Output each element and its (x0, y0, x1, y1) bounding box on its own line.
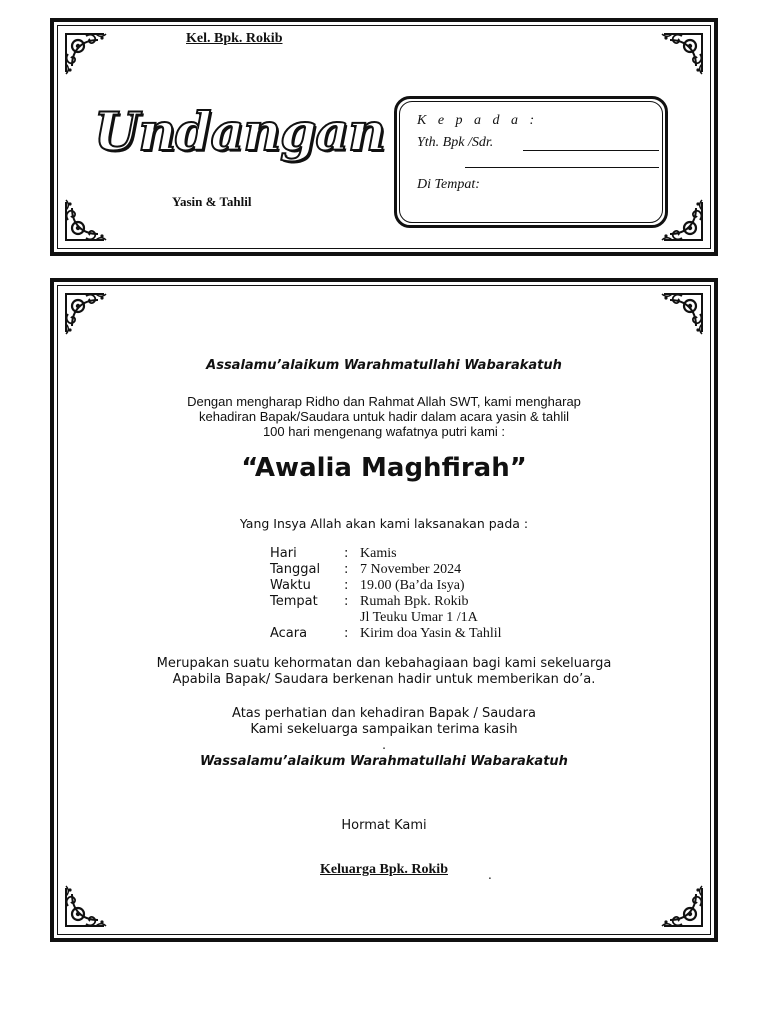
ornament-corner-icon (660, 30, 706, 76)
thanks-line: Kami sekeluarga sampaikan terima kasih (250, 722, 518, 737)
intro-line: 100 hari mengenang wafatnya putri kami : (262, 424, 506, 439)
intro-line: Dengan mengharap Ridho dan Rahmat Allah SWT, kami mengharap (187, 394, 581, 409)
ornament-corner-icon (660, 884, 706, 930)
detail-colon: : (344, 562, 349, 577)
address-blank-line (523, 150, 659, 151)
detail-label: Tempat (270, 594, 318, 609)
detail-label: Hari (270, 546, 297, 561)
thanks-line: Atas perhatian dan kehadiran Bapak / Saudara (232, 706, 536, 721)
schedule-intro: Yang Insya Allah akan kami laksanakan pada : (239, 516, 529, 531)
address-blank-line (465, 167, 659, 168)
deceased-name: “Awalia Maghfirah” (241, 453, 527, 483)
detail-value: Jl Teuku Umar 1 /1A (360, 610, 478, 625)
closing-paragraph (54, 656, 714, 688)
ornament-corner-icon (62, 884, 108, 930)
regards-text: Hormat Kami (341, 818, 427, 833)
invitation-title-text: Undangan (94, 102, 385, 163)
detail-label: Acara (270, 626, 308, 641)
closing-greeting: Wassalamu’alaikum Warahmatullahi Wabarakatuh (200, 754, 568, 769)
thanks-paragraph (54, 706, 714, 738)
envelope-card (50, 18, 718, 256)
detail-value: 19.00 (Ba’da Isya) (360, 578, 465, 593)
intro-paragraph (54, 394, 714, 439)
ornament-corner-icon (62, 198, 108, 244)
family-name: Kel. Bpk. Rokib (186, 31, 283, 46)
ornament-corner-icon (62, 30, 108, 76)
address-box (394, 96, 668, 228)
detail-value: Rumah Bpk. Rokib (360, 594, 469, 609)
address-recipient-label: Yth. Bpk /Sdr. (417, 135, 494, 150)
address-place-label: Di Tempat: (417, 177, 480, 192)
opening-greeting: Assalamu’alaikum Warahmatullahi Wabarakatuh (206, 358, 562, 373)
detail-colon: : (344, 578, 349, 593)
detail-colon: : (344, 546, 349, 561)
event-type: Yasin & Tahlil (172, 194, 252, 209)
trailing-dot: . (488, 868, 492, 882)
detail-value: Kamis (360, 546, 397, 561)
ornament-corner-icon (660, 290, 706, 336)
detail-label: Waktu (270, 578, 311, 593)
detail-colon: : (344, 626, 349, 641)
signature-family: Keluarga Bpk. Rokib (320, 862, 448, 877)
detail-colon: : (344, 594, 349, 609)
closing-line: Merupakan suatu kehormatan dan kebahagiaan bagi kami sekeluarga (156, 656, 612, 671)
separator-dot: . (382, 738, 386, 752)
ornament-corner-icon (62, 290, 108, 336)
address-to-label: K e p a d a : (417, 113, 539, 128)
closing-line: Apabila Bapak/ Saudara berkenan hadir untuk memberikan do’a. (172, 672, 596, 687)
invitation-title-art (94, 94, 385, 172)
ornament-corner-icon (660, 198, 706, 244)
detail-value: 7 November 2024 (360, 562, 462, 577)
detail-label: Tanggal (270, 562, 321, 577)
invitation-letter (50, 278, 718, 942)
intro-line: kehadiran Bapak/Saudara untuk hadir dalam acara yasin & tahlil (198, 409, 569, 424)
detail-value: Kirim doa Yasin & Tahlil (360, 626, 502, 641)
